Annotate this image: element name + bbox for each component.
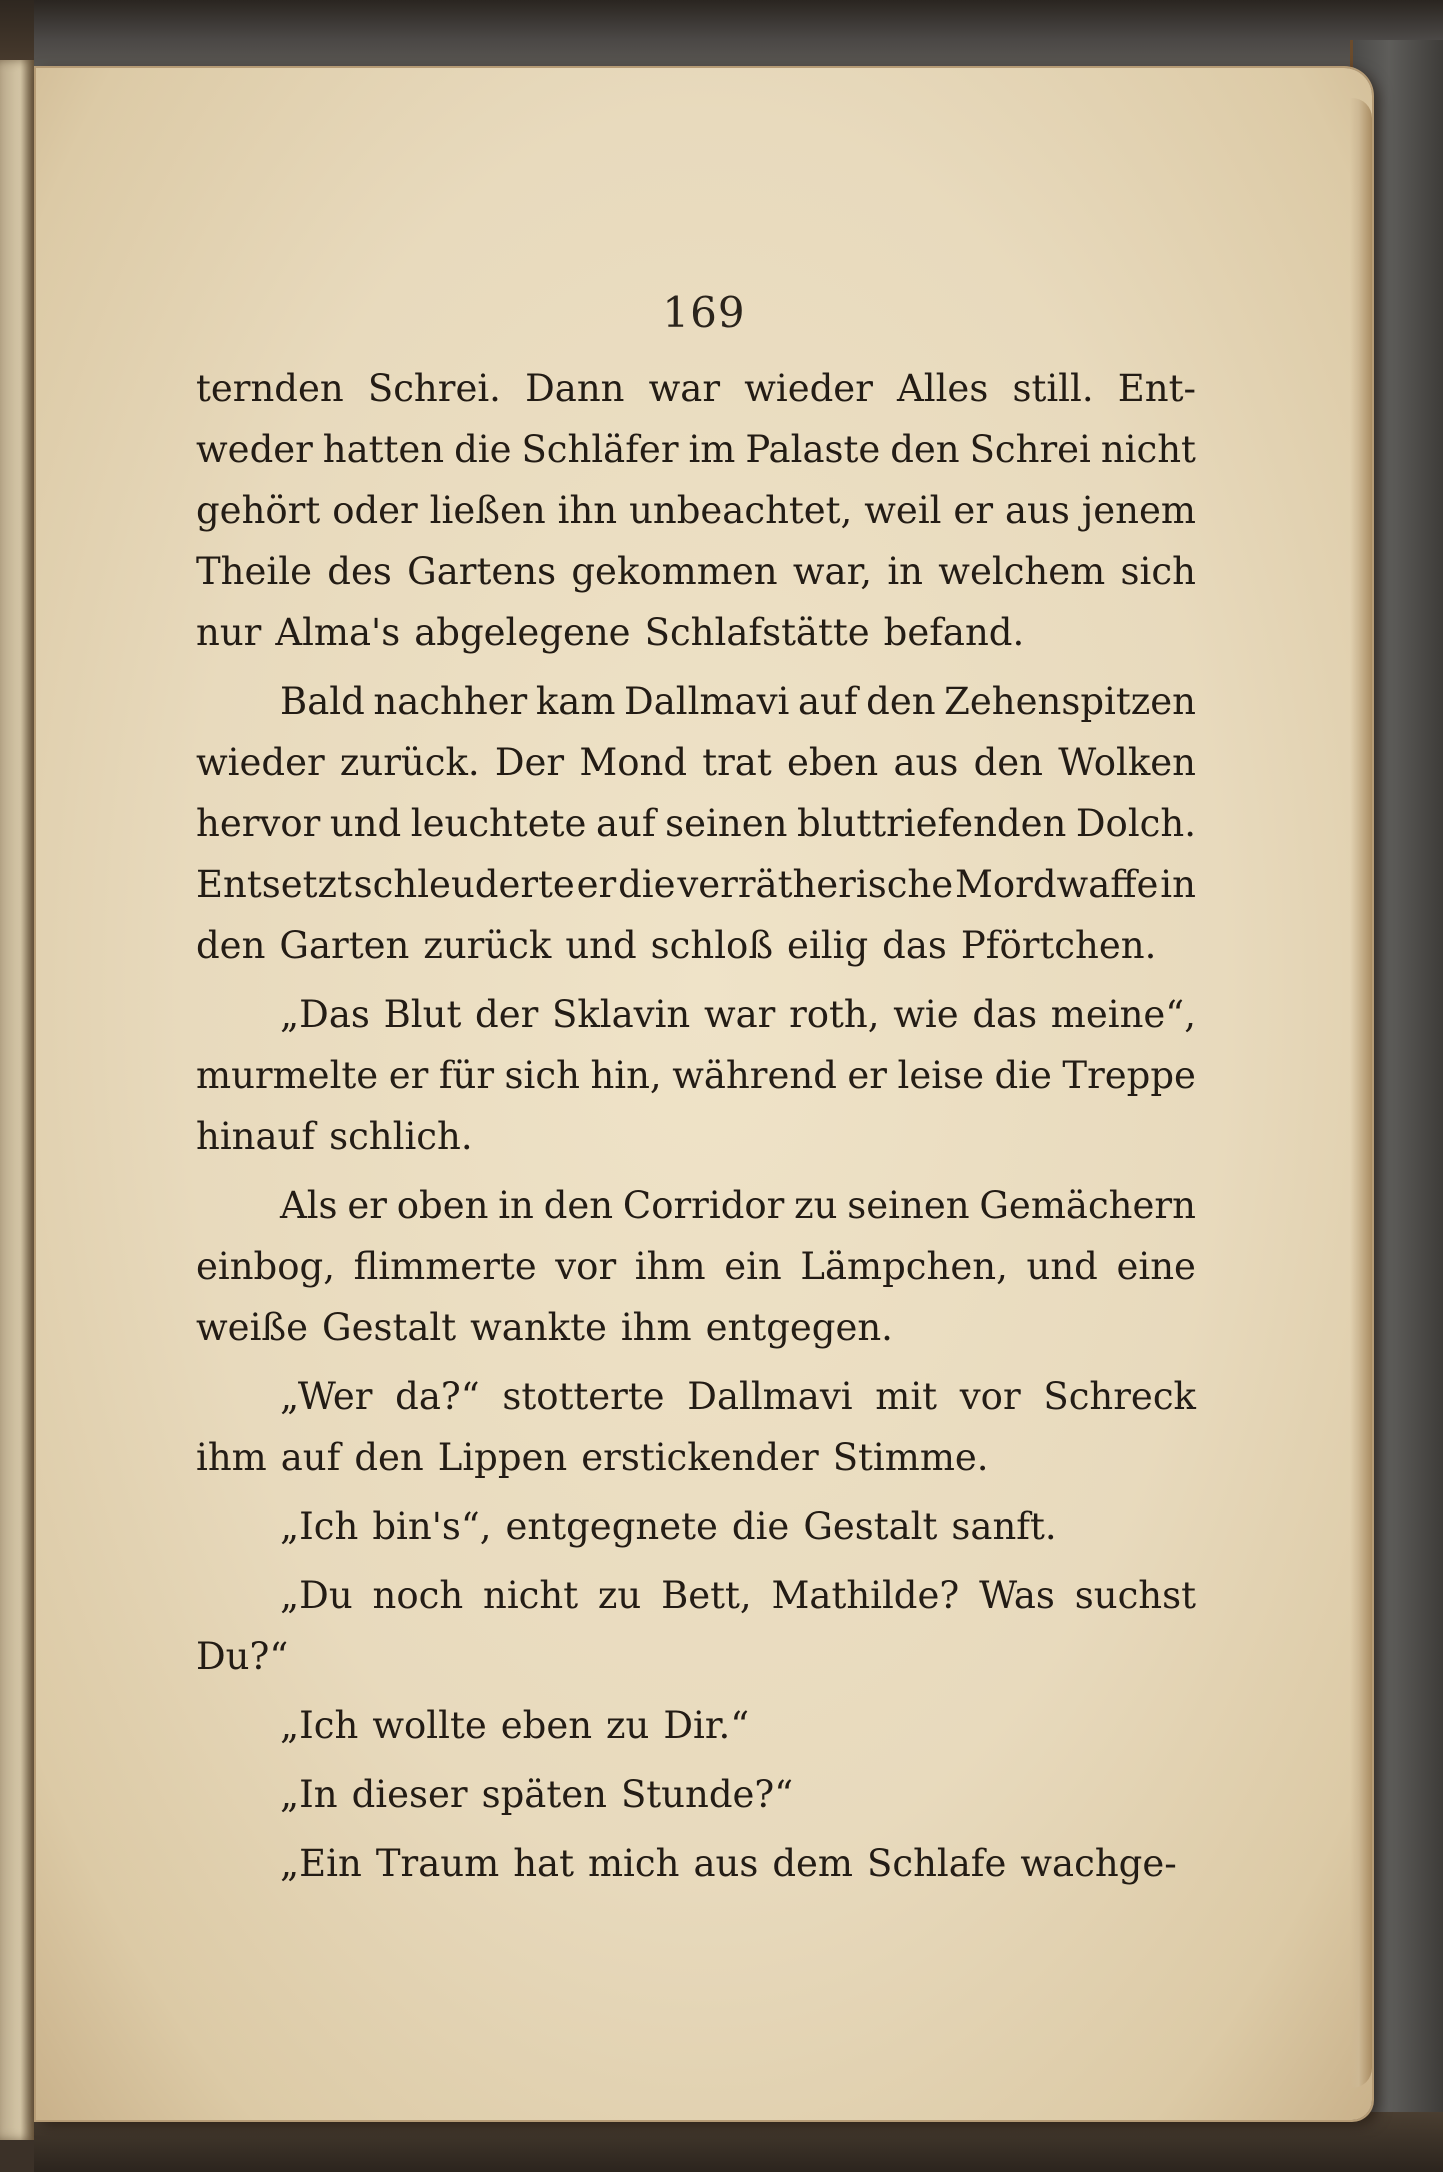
paragraph-gap [196,1825,1196,1833]
text-line: „Ein Traum hat mich aus dem Schlafe wachge- [280,1842,1177,1885]
book-page [36,68,1372,2120]
paragraph [196,1833,1196,1894]
paragraph [196,1175,1196,1358]
text-line: Als er oben in den Corridor zu seinen Gemächern [280,1184,1196,1227]
text-line: „Wer da?“ stotterte Dallmavi mit vor Schreck [280,1375,1196,1418]
text-line: nur Alma's abgelegene Schlafstätte befand. [196,611,1025,654]
paragraph [196,671,1196,976]
text-line: hinauf schlich. [196,1115,473,1158]
text-line: murmelte er für sich hin, während er leise die Treppe [196,1054,1196,1097]
text-line: „Das Blut der Sklavin war roth, wie das meine“, [280,993,1196,1036]
paragraph-gap [196,1358,1196,1366]
text-line: „In dieser späten Stunde?“ [280,1773,794,1816]
text-line: weder hatten die Schläfer im Palaste den Schrei nicht [196,428,1196,471]
text-line: den Garten zurück und schloß eilig das Pförtchen. [196,924,1157,967]
text-line: weiße Gestalt wankte ihm entgegen. [196,1306,893,1349]
text-line: einbog, flimmerte vor ihm ein Lämpchen, und eine [196,1245,1196,1288]
text-line: hervor und leuchtete auf seinen bluttriefenden Dolch. [196,802,1196,845]
text-line: gehört oder ließen ihn unbeachtet, weil er aus jenem [196,489,1196,532]
page-edge-shadow [1350,98,1372,2088]
text-line: wieder zurück. Der Mond trat eben aus den Wolken [196,741,1196,784]
page-number: 169 [662,288,746,337]
book-cover-bottom [34,2112,1443,2172]
text-line: ihm auf den Lippen erstickender Stimme. [196,1436,989,1479]
paragraph [196,1565,1196,1687]
paragraph-gap [196,1488,1196,1496]
text-line: „Ich wollte eben zu Dir.“ [280,1704,750,1747]
text-line: Theile des Gartens gekommen war, in welchem sich [196,550,1196,593]
text-line: Entsetzt schleuderte er die verrätherische Mordwaffe in [196,863,1196,906]
paragraph-gap [196,976,1196,984]
paragraph [196,1366,1196,1488]
paragraph [196,1695,1196,1756]
text-line: ternden Schrei. Dann war wieder Alles still. Ent- [196,367,1196,410]
paragraph-gap [196,1756,1196,1764]
text-line: „Du noch nicht zu Bett, Mathilde? Was suchst [280,1574,1196,1617]
text-line: Bald nachher kam Dallmavi auf den Zehenspitzen [280,680,1196,723]
page-text [196,358,1196,1894]
paragraph-gap [196,1687,1196,1695]
paragraph [196,984,1196,1167]
facing-page-edge [0,60,34,2140]
paragraph [196,1496,1196,1557]
paragraph [196,1764,1196,1825]
paragraph-gap [196,1557,1196,1565]
paragraph [196,358,1196,663]
text-line: „Ich bin's“, entgegnete die Gestalt sanft. [280,1505,1057,1548]
text-line: Du?“ [196,1635,289,1678]
paragraph-gap [196,663,1196,671]
paragraph-gap [196,1167,1196,1175]
book-cover-top [34,0,1443,70]
